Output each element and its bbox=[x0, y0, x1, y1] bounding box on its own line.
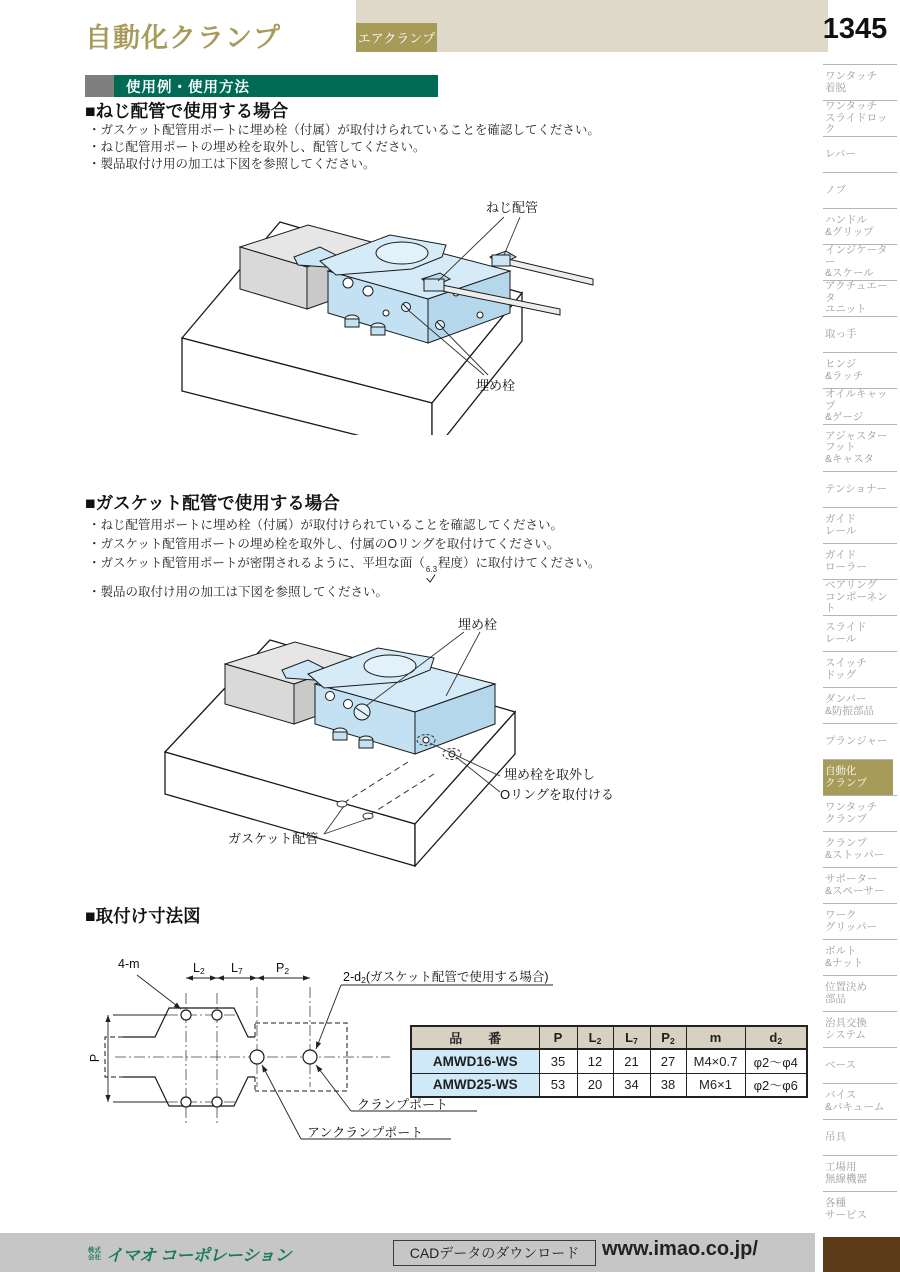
gasket-piping-drawing bbox=[90, 612, 650, 867]
screw-section-bullets bbox=[88, 122, 600, 173]
part-number-cell: AMWD25-WS bbox=[411, 1073, 539, 1097]
page-title: 自動化クランプ bbox=[85, 23, 281, 53]
bullet-line: ・ガスケット配管用ポートに埋め栓（付属）が取付けられていることを確認してください。 bbox=[88, 123, 600, 137]
sidebar-item[interactable] bbox=[823, 1119, 897, 1155]
gasket-section-heading: ■ガスケット配管で使用する場合 bbox=[85, 493, 340, 513]
sidebar-item-label: 自動化 bbox=[825, 765, 857, 777]
sidebar-item-label: フット bbox=[825, 441, 856, 454]
sidebar-item-label: コンポーネント bbox=[825, 590, 888, 615]
sidebar-item-label: ダンパー bbox=[825, 693, 867, 705]
sidebar-item-label: &バキューム bbox=[825, 1100, 885, 1113]
sidebar-item-label: ヒンジ bbox=[825, 358, 857, 370]
bullet-line: ・ねじ配管用ポートに埋め栓（付属）が取付けられていることを確認してください。 bbox=[88, 518, 564, 532]
company-name: イマオ コーポレーション bbox=[106, 1246, 292, 1265]
value-cell: 27 bbox=[650, 1049, 686, 1073]
sidebar-item-label: レール bbox=[825, 524, 857, 537]
usage-section-bar bbox=[85, 75, 438, 97]
plug-label: 埋め栓 bbox=[476, 378, 516, 393]
sidebar-item[interactable] bbox=[823, 867, 897, 903]
sidebar-item-label: スライドロック bbox=[825, 111, 888, 136]
sidebar-item[interactable] bbox=[823, 831, 897, 867]
plug-label: 埋め栓 bbox=[458, 617, 498, 632]
bullet-line: ・製品取付け用の加工は下図を参照してください。 bbox=[88, 157, 376, 171]
sidebar-item[interactable] bbox=[823, 507, 897, 543]
sidebar-item-label: ワンタッチ bbox=[825, 100, 878, 113]
company-logo bbox=[88, 1241, 291, 1266]
sidebar-item[interactable] bbox=[823, 723, 897, 759]
chapter-tab bbox=[823, 1237, 900, 1272]
value-cell: φ2～φ4 bbox=[745, 1049, 807, 1073]
sidebar-item-label: &ラッチ bbox=[825, 369, 864, 382]
sidebar-item-label: スイッチ bbox=[825, 657, 867, 669]
sidebar-item-label: &ゲージ bbox=[825, 411, 864, 424]
sidebar-item-label: &ストッパー bbox=[825, 848, 885, 861]
sidebar-item-label: ノブ bbox=[825, 183, 846, 196]
dim-d2-label: $2-d_2$(ガスケット配管で使用する場合) bbox=[343, 970, 549, 985]
gasket-piping-diagram bbox=[90, 612, 650, 867]
sidebar-item[interactable] bbox=[823, 100, 897, 136]
sidebar-item[interactable] bbox=[823, 1155, 897, 1191]
remove-plug-note-line2: Oリングを取付ける bbox=[500, 787, 614, 802]
sidebar-item-label: 無線機器 bbox=[825, 1172, 867, 1185]
sidebar-item[interactable] bbox=[823, 795, 897, 831]
sidebar-item[interactable] bbox=[823, 759, 893, 795]
column-header: m bbox=[686, 1026, 745, 1049]
surface-finish-symbol bbox=[426, 566, 437, 583]
screw-piping-diagram bbox=[90, 195, 650, 435]
dim-p-label: P bbox=[88, 1053, 103, 1063]
mounting-section-heading: ■取付け寸法図 bbox=[85, 906, 201, 926]
sidebar-item[interactable] bbox=[823, 903, 897, 939]
sidebar-item[interactable] bbox=[823, 136, 897, 172]
sidebar-item-label: サービス bbox=[825, 1208, 867, 1221]
sidebar-item-label: &防振部品 bbox=[825, 704, 875, 717]
sidebar-item-label: 位置決め bbox=[825, 981, 867, 993]
sidebar-item-label: 各種 bbox=[825, 1197, 846, 1209]
sidebar-item-label: 着脱 bbox=[825, 81, 846, 94]
sidebar-item[interactable] bbox=[823, 687, 897, 723]
sidebar-item-label: ガイド bbox=[825, 549, 857, 561]
sidebar-item-label: グリッパー bbox=[825, 920, 878, 933]
clamp-port-label: クランプポート bbox=[357, 1097, 449, 1112]
sidebar-item-label: ハンドル bbox=[825, 214, 867, 226]
sidebar-item[interactable] bbox=[823, 651, 897, 687]
company-prefix: 株式会社 bbox=[88, 1246, 101, 1261]
sidebar-item-label: インジケーター bbox=[825, 244, 888, 268]
sidebar-item-label: ユニット bbox=[825, 303, 867, 316]
value-cell: 20 bbox=[577, 1073, 613, 1097]
cad-download-button[interactable]: CADデータのダウンロード bbox=[393, 1240, 596, 1266]
sidebar-item-label: スライド bbox=[825, 621, 867, 633]
sidebar-item-label: &キャスタ bbox=[825, 452, 875, 465]
surface-finish-value: 6.3 bbox=[425, 565, 438, 574]
value-cell: 38 bbox=[650, 1073, 686, 1097]
sidebar-item-label: サポーター bbox=[825, 873, 878, 885]
sidebar-item-label: オイルキャップ bbox=[825, 388, 888, 412]
sidebar-item[interactable] bbox=[823, 388, 897, 424]
screw-section-heading: ■ねじ配管で使用する場合 bbox=[85, 101, 289, 121]
screw-piping-label: ねじ配管 bbox=[486, 200, 539, 215]
value-cell: 34 bbox=[613, 1073, 650, 1097]
sidebar-item-label: ワーク bbox=[825, 909, 857, 921]
bullet-line: ・ガスケット配管用ポートの埋め栓を取外し、付属のOリングを取付けてください。 bbox=[88, 537, 560, 551]
sidebar-item[interactable] bbox=[823, 1191, 897, 1227]
value-cell: M6×1 bbox=[686, 1073, 745, 1097]
value-cell: φ2～φ6 bbox=[745, 1073, 807, 1097]
sidebar-item-label: &グリップ bbox=[825, 225, 874, 238]
sidebar-item-label: クランプ bbox=[825, 776, 867, 789]
bullet-text: 程度）に取付けてください。 bbox=[438, 556, 601, 570]
bullet-text: ・ガスケット配管用ポートが密閉されるように、平坦な面（ bbox=[88, 556, 425, 570]
sidebar-item-label: アクチュエータ bbox=[825, 280, 888, 304]
website-url-link[interactable]: www.imao.co.jp/ bbox=[602, 1238, 758, 1260]
sidebar-item-label: レール bbox=[825, 632, 857, 645]
bullet-line bbox=[88, 554, 601, 583]
section-bar-square bbox=[85, 75, 114, 97]
sidebar-item-label: システム bbox=[825, 1028, 866, 1041]
dim-4m-label: 4-m bbox=[118, 957, 140, 971]
sidebar-item-label: アジャスター bbox=[825, 429, 888, 442]
sidebar-item[interactable] bbox=[823, 1083, 897, 1119]
sidebar-item-label: 吊具 bbox=[825, 1130, 846, 1143]
bullet-line: ・ねじ配管用ポートの埋め栓を取外し、配管してください。 bbox=[88, 140, 426, 154]
sidebar-item-label: クランプ bbox=[825, 812, 867, 825]
column-header: $P_2$ bbox=[650, 1026, 686, 1049]
spec-table bbox=[410, 1025, 808, 1098]
gasket-piping-label: ガスケット配管 bbox=[228, 831, 319, 846]
sidebar-item[interactable] bbox=[823, 939, 897, 975]
sidebar-item[interactable] bbox=[823, 424, 897, 471]
column-header: $L_2$ bbox=[577, 1026, 613, 1049]
sidebar-item[interactable] bbox=[823, 579, 897, 615]
sidebar-item-label: ワンタッチ bbox=[825, 70, 878, 82]
sidebar-item-label: クランプ bbox=[825, 837, 867, 849]
sidebar-item-label: レバー bbox=[825, 147, 856, 160]
sidebar-item[interactable] bbox=[823, 244, 897, 280]
sidebar-item[interactable] bbox=[823, 1047, 897, 1083]
sidebar-item-label: ボルト bbox=[825, 945, 857, 957]
sidebar-item-label: ワンタッチ bbox=[825, 801, 878, 813]
sidebar-item[interactable] bbox=[823, 975, 897, 1011]
sidebar-item-label: 部品 bbox=[825, 992, 846, 1005]
sidebar-item-label: プランジャー bbox=[825, 734, 888, 747]
dim-l7-label: $L_7$ bbox=[231, 961, 243, 976]
sidebar-item[interactable] bbox=[823, 471, 897, 507]
column-header: $d_2$ bbox=[745, 1026, 807, 1049]
sidebar-item-label: バイス bbox=[825, 1089, 857, 1101]
table-header-row bbox=[411, 1026, 807, 1049]
sidebar-item[interactable] bbox=[823, 280, 897, 316]
sidebar-item-label: 取っ手 bbox=[825, 327, 857, 340]
sidebar-item[interactable] bbox=[823, 352, 897, 388]
value-cell: 53 bbox=[539, 1073, 577, 1097]
sidebar-item-label: ベアリング bbox=[825, 579, 877, 592]
column-header: $L_7$ bbox=[613, 1026, 650, 1049]
value-cell: 35 bbox=[539, 1049, 577, 1073]
sidebar-item-label: &スペーサー bbox=[825, 884, 885, 897]
section-bar-label: 使用例・使用方法 bbox=[126, 79, 250, 96]
surface-finish-check-icon bbox=[426, 574, 437, 583]
value-cell: 12 bbox=[577, 1049, 613, 1073]
sidebar-item[interactable] bbox=[823, 1011, 897, 1047]
value-cell: 21 bbox=[613, 1049, 650, 1073]
table-row bbox=[411, 1073, 807, 1097]
sidebar-item-label: テンショナー bbox=[825, 482, 888, 495]
sidebar-item[interactable] bbox=[823, 543, 897, 579]
sidebar-item[interactable] bbox=[823, 172, 897, 208]
column-header: P bbox=[539, 1026, 577, 1049]
sidebar-item[interactable] bbox=[823, 615, 897, 651]
sidebar-item-label: &スケール bbox=[825, 267, 874, 280]
table-row bbox=[411, 1049, 807, 1073]
sidebar-item-label: ローラー bbox=[825, 560, 867, 573]
remove-plug-note-line1: 埋め栓を取外し bbox=[504, 767, 596, 782]
bullet-line: ・製品の取付け用の加工は下図を参照してください。 bbox=[88, 585, 389, 599]
sidebar-item-label: 工場用 bbox=[825, 1161, 857, 1173]
sidebar-item-label: 治具交換 bbox=[825, 1017, 867, 1029]
sidebar-item[interactable] bbox=[823, 64, 897, 100]
unclamp-port-label: アンクランプポート bbox=[307, 1125, 424, 1140]
screw-piping-drawing bbox=[90, 195, 650, 435]
sidebar-item-label: &ナット bbox=[825, 956, 864, 969]
category-badge: エアクランプ bbox=[356, 23, 437, 52]
part-number-cell: AMWD16-WS bbox=[411, 1049, 539, 1073]
sidebar-item-label: ガイド bbox=[825, 513, 857, 525]
sidebar-item-label: ドッグ bbox=[825, 668, 857, 681]
gasket-section-bullets bbox=[88, 516, 601, 602]
value-cell: M4×0.7 bbox=[686, 1049, 745, 1073]
sidebar-item[interactable] bbox=[823, 316, 897, 352]
sidebar-nav bbox=[823, 64, 900, 1227]
page-number: 1345 bbox=[822, 13, 888, 45]
column-header: 品 番 bbox=[411, 1026, 539, 1049]
sidebar-item[interactable] bbox=[823, 208, 897, 244]
dim-l2-label: $L_2$ bbox=[193, 961, 205, 976]
sidebar-item-label: ベース bbox=[825, 1058, 856, 1071]
dim-p2-label: $P_2$ bbox=[276, 961, 290, 976]
